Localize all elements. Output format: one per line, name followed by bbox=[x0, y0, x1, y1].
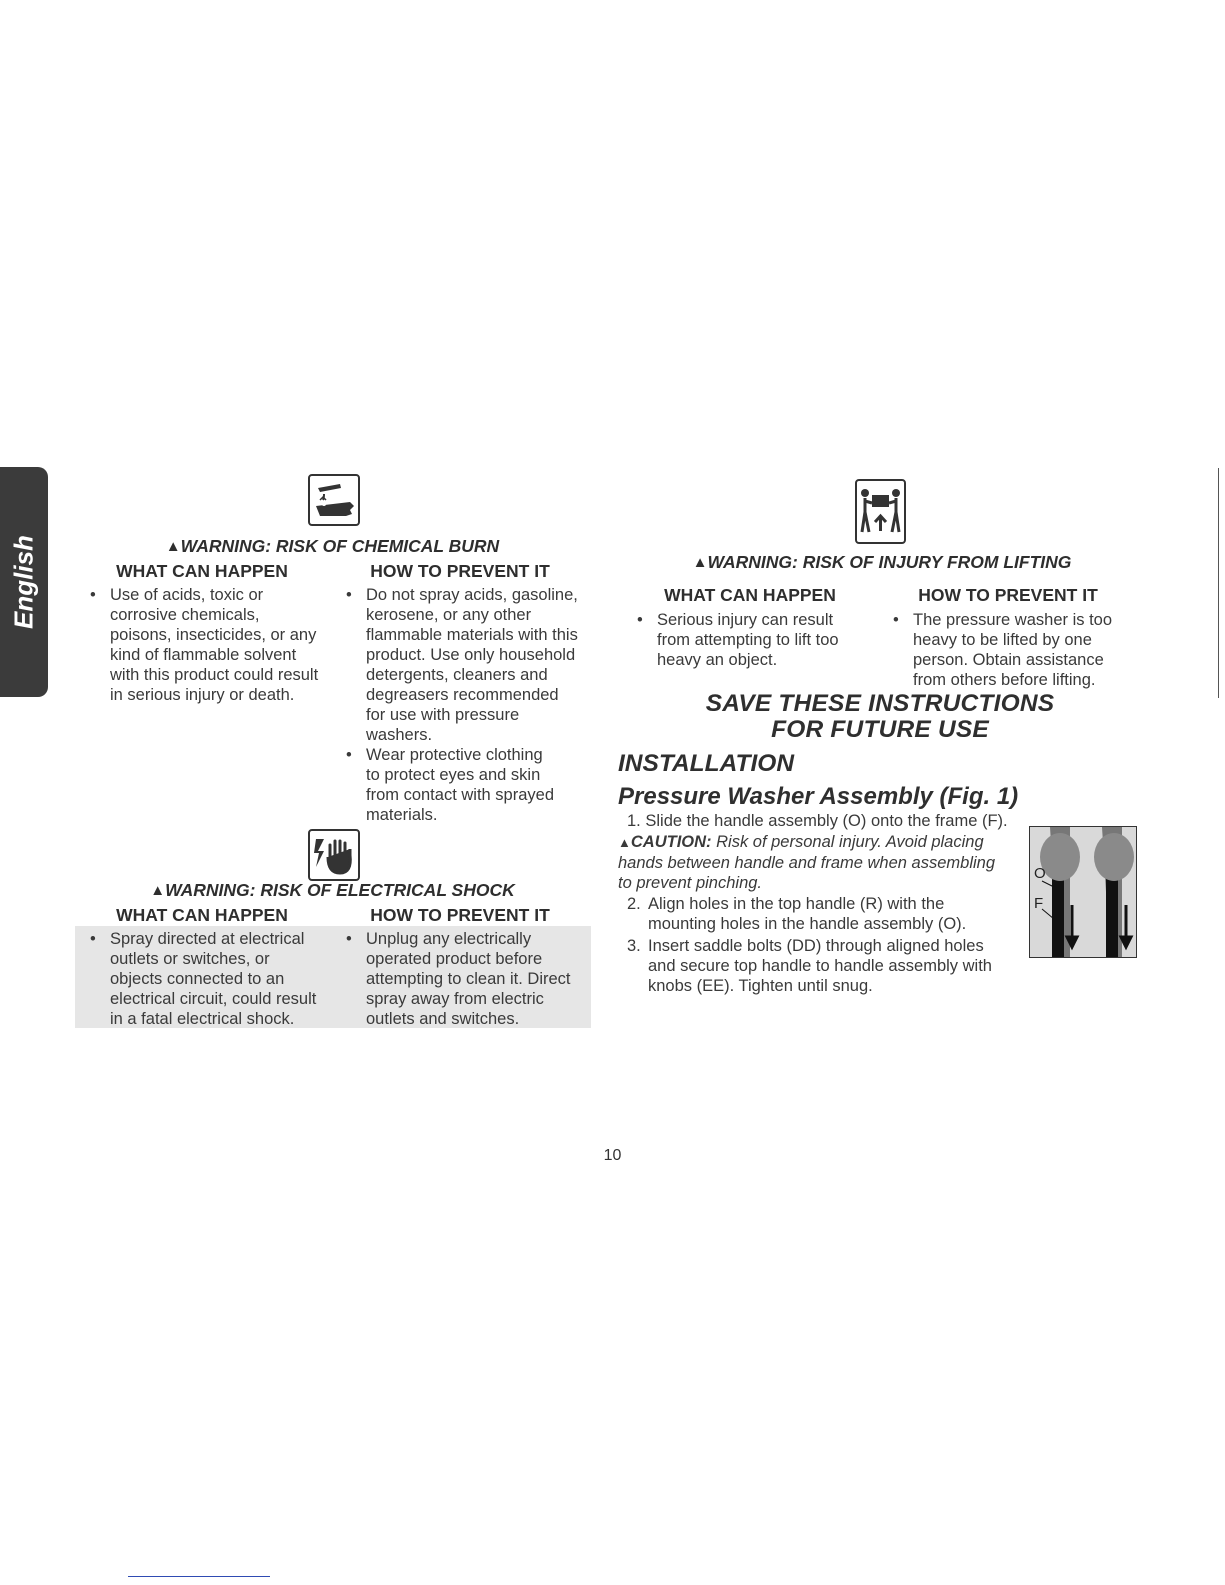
text-line: from others before lifting. bbox=[913, 671, 1096, 689]
warning-triangle-icon: ▲ bbox=[618, 835, 631, 850]
text-line: corrosive chemicals, bbox=[110, 606, 260, 624]
text-line: objects connected to an bbox=[110, 970, 285, 988]
language-tab-label: English bbox=[8, 535, 39, 629]
text-line: poisons, insecticides, or any bbox=[110, 626, 317, 644]
chemical-what-item bbox=[90, 585, 340, 715]
step-number: 2. bbox=[627, 895, 641, 913]
lifting-what-heading: WHAT CAN HAPPEN bbox=[664, 585, 836, 605]
chemical-prevent-item bbox=[346, 745, 596, 830]
electrical-prevent-item bbox=[346, 929, 596, 1029]
chemical-prevent-item bbox=[346, 585, 596, 750]
text-line: materials. bbox=[366, 806, 438, 824]
assembly-subheading: Pressure Washer Assembly (Fig. 1) bbox=[618, 783, 1019, 810]
bullet: • bbox=[90, 586, 96, 604]
text-line: operated product before bbox=[366, 950, 543, 968]
text-line: in a fatal electrical shock. bbox=[110, 1010, 295, 1028]
bottom-link-rule bbox=[128, 1576, 270, 1577]
text-line: person. Obtain assistance bbox=[913, 651, 1104, 669]
text-line: Serious injury can result bbox=[657, 611, 834, 629]
step-text: Slide the handle assembly (O) onto the frame (F). bbox=[645, 812, 1008, 830]
text-line: Risk of personal injury. Avoid placing bbox=[716, 833, 984, 851]
step-3 bbox=[627, 936, 992, 996]
text-line: and secure top handle to handle assembly with bbox=[648, 957, 992, 975]
electrical-prevent-heading: HOW TO PREVENT IT bbox=[370, 905, 550, 925]
text-line: Align holes in the top handle (R) with the bbox=[648, 895, 945, 913]
language-tab bbox=[0, 467, 48, 697]
chemical-prevent-heading: HOW TO PREVENT IT bbox=[370, 561, 550, 581]
step-number: 3. bbox=[627, 937, 641, 955]
text-line: flammable materials with this bbox=[366, 626, 578, 644]
text-line: heavy an object. bbox=[657, 651, 778, 669]
installation-heading: INSTALLATION bbox=[618, 750, 795, 777]
text-line: Insert saddle bolts (DD) through aligned holes bbox=[648, 937, 984, 955]
lifting-prevent-heading: HOW TO PREVENT IT bbox=[918, 585, 1098, 605]
text-line: Unplug any electrically bbox=[366, 930, 532, 948]
bullet: • bbox=[893, 611, 899, 629]
bullet: • bbox=[90, 930, 96, 948]
chemical-what-heading: WHAT CAN HAPPEN bbox=[116, 561, 288, 581]
bullet: • bbox=[346, 930, 352, 948]
figure-label-f: F bbox=[1034, 895, 1044, 912]
figure-1-image bbox=[1029, 826, 1137, 958]
text-line: electrical circuit, could result bbox=[110, 990, 317, 1008]
figure-label-o: O bbox=[1034, 865, 1046, 882]
warning-triangle-icon: ▲ bbox=[150, 882, 166, 899]
caution-note bbox=[618, 832, 1013, 893]
electrical-what-heading: WHAT CAN HAPPEN bbox=[116, 905, 288, 925]
text-line: to protect eyes and skin bbox=[366, 766, 541, 784]
bullet: • bbox=[346, 586, 352, 604]
warning-triangle-icon: ▲ bbox=[165, 538, 181, 555]
text-line: knobs (EE). Tighten until snug. bbox=[648, 977, 873, 995]
text-line: with this product could result bbox=[110, 666, 319, 684]
text-line: The pressure washer is too bbox=[913, 611, 1113, 629]
text-line: detergents, cleaners and bbox=[366, 666, 548, 684]
text-line: outlets or switches, or bbox=[110, 950, 270, 968]
right-edge-rule bbox=[1218, 468, 1219, 698]
text-line: kind of flammable solvent bbox=[110, 646, 297, 664]
text-line: from attempting to lift too bbox=[657, 631, 839, 649]
text-line: to prevent pinching. bbox=[618, 874, 763, 892]
text-line: kerosene, or any other bbox=[366, 606, 532, 624]
two-person-lift-icon bbox=[855, 479, 906, 544]
step-2 bbox=[627, 894, 966, 934]
step-1 bbox=[627, 811, 1008, 831]
bullet: • bbox=[637, 611, 643, 629]
page-number: 10 bbox=[603, 1147, 622, 1164]
text-line: heavy to be lifted by one bbox=[913, 631, 1092, 649]
bullet: • bbox=[346, 746, 352, 764]
text-line: Do not spray acids, gasoline, bbox=[366, 586, 578, 604]
text-line: Spray directed at electrical bbox=[110, 930, 305, 948]
electrical-shock-icon bbox=[308, 829, 360, 881]
save-instructions-line1: SAVE THESE INSTRUCTIONS bbox=[705, 690, 1055, 717]
chemical-burn-icon bbox=[308, 474, 360, 526]
step-number: 1. bbox=[627, 812, 641, 830]
caution-label: CAUTION: bbox=[630, 833, 712, 851]
lifting-prevent-item bbox=[893, 610, 1133, 692]
lifting-warning-title: ▲WARNING: RISK OF INJURY FROM LIFTING bbox=[692, 552, 1072, 572]
text-line: attempting to clean it. Direct bbox=[366, 970, 571, 988]
lifting-what-item bbox=[637, 610, 877, 672]
text-line: spray away from electric bbox=[366, 990, 544, 1008]
text-line: degreasers recommended bbox=[366, 686, 559, 704]
text-line: product. Use only household bbox=[366, 646, 576, 664]
text-line: hands between handle and frame when assembling bbox=[618, 854, 996, 872]
text-line: Use of acids, toxic or bbox=[110, 586, 264, 604]
save-instructions-line2: FOR FUTURE USE bbox=[771, 716, 989, 743]
chemical-warning-title: ▲WARNING: RISK OF CHEMICAL BURN bbox=[165, 536, 500, 556]
text-line: washers. bbox=[366, 726, 433, 744]
text-line: Wear protective clothing bbox=[366, 746, 543, 764]
text-line: for use with pressure bbox=[366, 706, 520, 724]
text-line: in serious injury or death. bbox=[110, 686, 295, 704]
text-line: outlets and switches. bbox=[366, 1010, 520, 1028]
warning-triangle-icon: ▲ bbox=[692, 554, 708, 571]
electrical-what-item bbox=[90, 929, 340, 1029]
electrical-warning-title: ▲WARNING: RISK OF ELECTRICAL SHOCK bbox=[150, 880, 515, 900]
text-line: from contact with sprayed bbox=[366, 786, 554, 804]
text-line: mounting holes in the handle assembly (O). bbox=[648, 915, 967, 933]
